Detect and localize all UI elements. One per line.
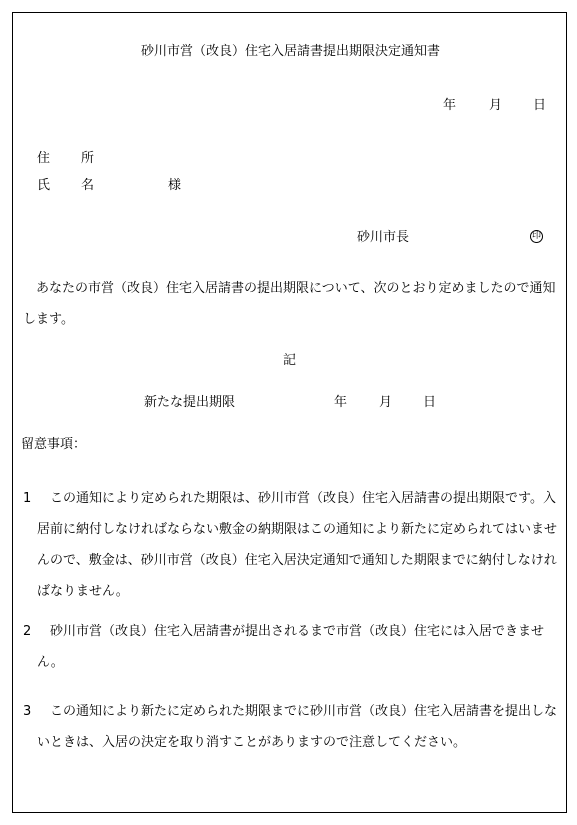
- document-frame: [12, 12, 567, 813]
- issue-date-day: 日: [533, 98, 547, 113]
- seal-mark: 印: [531, 231, 541, 241]
- name-label: 氏 名: [37, 178, 104, 193]
- note-number: 3: [23, 704, 32, 719]
- new-deadline-month: 月: [379, 395, 393, 410]
- note-number: 1: [23, 491, 32, 506]
- issue-date-year: 年: [443, 98, 457, 113]
- address-label: 住 所: [37, 151, 104, 166]
- issuer-name: 砂川市長: [357, 230, 410, 245]
- new-deadline-year: 年: [334, 395, 348, 410]
- note-number: 2: [23, 624, 32, 639]
- new-deadline-day: 日: [423, 395, 437, 410]
- ki-heading: 記: [283, 353, 297, 368]
- issue-date-month: 月: [489, 98, 503, 113]
- note-text: 砂川市営（改良）住宅入居請書が提出されるまで市営（改良）住宅には入居できません。: [37, 624, 545, 670]
- intro-paragraph: あなたの市営（改良）住宅入居請書の提出期限について、次のとおり定めましたので通知します。: [23, 281, 556, 327]
- honorific: 様: [168, 178, 182, 193]
- note-text: この通知により定められた期限は、砂川市営（改良）住宅入居請書の提出期限です。入居前に納付しなければならない敷金の納期限はこの通知により新たに定められてはいませんので、敷金は、砂川市営（改良）住宅入居決定通知で通知した期限までに納付しなければなりません。: [37, 491, 558, 599]
- note-text: この通知により新たに定められた期限までに砂川市営（改良）住宅入居請書を提出しないときは、入居の決定を取り消すことがありますので注意してください。: [37, 704, 558, 750]
- new-deadline-label: 新たな提出期限: [144, 395, 236, 410]
- document-title: 砂川市営（改良）住宅入居請書提出期限決定通知書: [140, 44, 440, 59]
- notes-heading: 留意事項：: [21, 437, 87, 452]
